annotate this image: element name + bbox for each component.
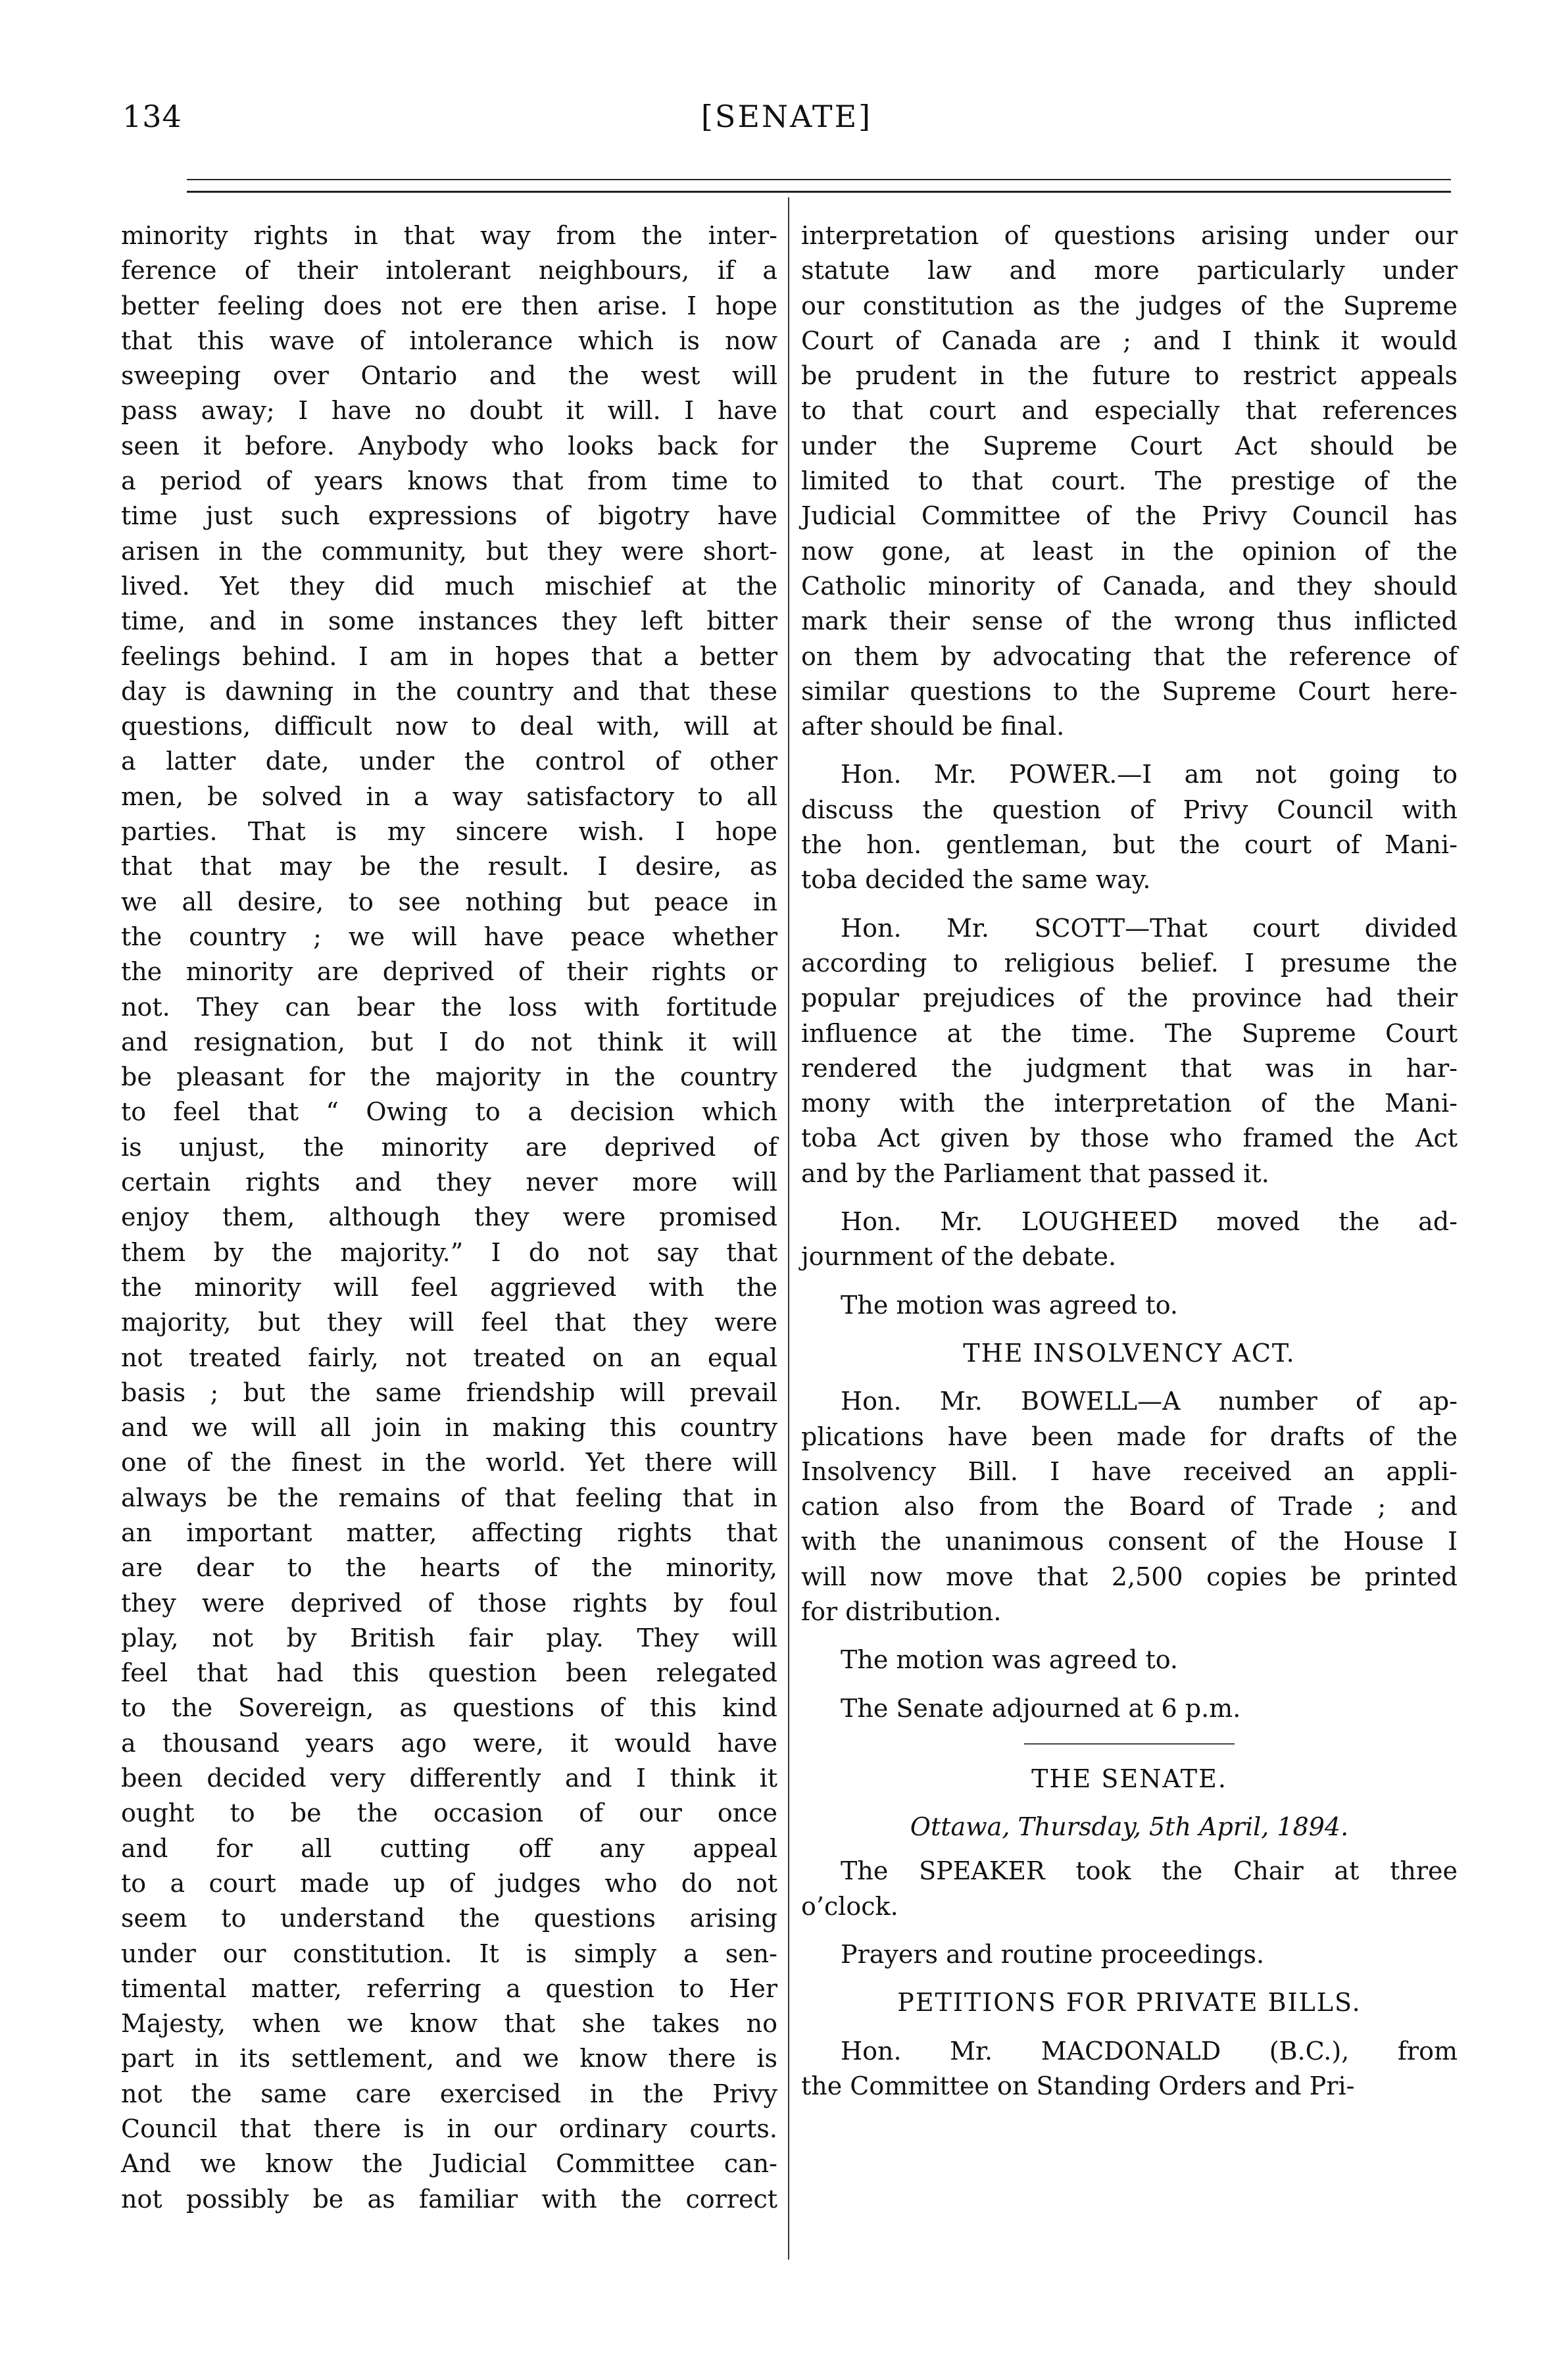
text-line: seem to understand the questions arising bbox=[121, 1904, 777, 1933]
running-head: [SENATE] bbox=[700, 99, 873, 134]
text-line: plications have been made for drafts of the bbox=[801, 1422, 1458, 1451]
text-line: that that may be the result. I desire, as bbox=[121, 852, 777, 881]
text-line: now gone, at least in the opinion of the bbox=[801, 536, 1458, 566]
text-line: discuss the question of Privy Council with bbox=[801, 795, 1458, 824]
text-line: not possibly be as familiar with the correct bbox=[121, 2184, 777, 2214]
text-line: ought to be the occasion of our once bbox=[121, 1798, 777, 1828]
text-line: an important matter, affecting rights that bbox=[121, 1518, 777, 1547]
text-line: mark their sense of the wrong thus inflicted bbox=[801, 607, 1458, 636]
header-rule-thick bbox=[187, 191, 1451, 193]
text-line: the hon. gentleman, but the court of Mani- bbox=[801, 830, 1458, 860]
text-line: day is dawning in the country and that these bbox=[121, 676, 777, 706]
text-line: are dear to the hearts of the minority, bbox=[121, 1553, 777, 1583]
text-line: according to religious belief. I presume the bbox=[801, 948, 1458, 978]
text-line: similar questions to the Supreme Court here- bbox=[801, 676, 1458, 706]
text-line: to the Sovereign, as questions of this kind bbox=[121, 1693, 777, 1723]
text-line: be pleasant for the majority in the country bbox=[121, 1062, 777, 1092]
text-line: rendered the judgment that was in har- bbox=[801, 1053, 1458, 1083]
text-line: play, not by British fair play. They will bbox=[121, 1623, 777, 1652]
paragraph-scott bbox=[801, 911, 1458, 1191]
text-line: cation also from the Board of Trade ; and bbox=[801, 1492, 1458, 1522]
text-line: that this wave of intolerance which is now bbox=[121, 326, 777, 355]
text-line: Hon. Mr. POWER.—I am not going to bbox=[841, 760, 1458, 789]
paragraph-lougheed bbox=[801, 1204, 1458, 1275]
text-line: statute law and more particularly under bbox=[801, 256, 1458, 285]
text-line: toba decided the same way. bbox=[801, 865, 1151, 895]
text-line: journment of the debate. bbox=[801, 1242, 1117, 1272]
text-line: The SPEAKER took the Chair at three bbox=[841, 1856, 1458, 1886]
motion-agreed-text-2: The motion was agreed to. bbox=[841, 1645, 1178, 1675]
text-line: a latter date, under the control of other bbox=[121, 747, 777, 776]
heading-the-senate: THE SENATE. bbox=[1031, 1764, 1227, 1793]
text-line: to a court made up of judges who do not bbox=[121, 1868, 777, 1898]
text-line: under our constitution. It is simply a sen- bbox=[121, 1939, 777, 1968]
text-line: feel that had this question been relegated bbox=[121, 1658, 777, 1688]
text-line: interpretation of questions arising under our bbox=[801, 221, 1458, 250]
text-line: mony with the interpretation of the Mani- bbox=[801, 1089, 1458, 1118]
text-line: will now move that 2,500 copies be printed bbox=[801, 1562, 1458, 1591]
text-line: arisen in the community, but they were short- bbox=[121, 536, 777, 566]
text-line: under the Supreme Court Act should be bbox=[801, 431, 1458, 460]
text-line: And we know the Judicial Committee can- bbox=[121, 2149, 777, 2179]
section-divider bbox=[1024, 1743, 1235, 1745]
text-line: limited to that court. The prestige of the bbox=[801, 466, 1458, 496]
paragraph-senate-adjourned bbox=[801, 1691, 1458, 1726]
text-line: the country ; we will have peace whether bbox=[121, 922, 777, 951]
text-line: and we will all join in making this country bbox=[121, 1413, 777, 1443]
text-line: Court of Canada are ; and I think it would bbox=[801, 326, 1458, 355]
text-line: to that court and especially that references bbox=[801, 396, 1458, 426]
text-line: for distribution. bbox=[801, 1597, 1002, 1626]
text-line: and for all cutting off any appeal bbox=[121, 1833, 777, 1863]
heading-insolvency-act: THE INSOLVENCY ACT. bbox=[963, 1338, 1296, 1368]
text-line: ference of their intolerant neighbours, if a bbox=[121, 256, 777, 285]
text-line: Catholic minority of Canada, and they should bbox=[801, 571, 1458, 601]
text-line: been decided very differently and I think it bbox=[121, 1764, 777, 1793]
paragraph-motion-agreed-2 bbox=[801, 1643, 1458, 1677]
text-line: Majesty, when we know that she takes no bbox=[121, 2009, 777, 2039]
text-line: the Committee on Standing Orders and Pri- bbox=[801, 2071, 1355, 2100]
text-line: Hon. Mr. SCOTT—That court divided bbox=[841, 913, 1458, 943]
text-line: time just such expressions of bigotry have bbox=[121, 501, 777, 531]
text-line: the minority are deprived of their rights or bbox=[121, 957, 777, 987]
paragraph-interpretation bbox=[801, 218, 1458, 744]
text-line: influence at the time. The Supreme Court bbox=[801, 1018, 1458, 1048]
text-line: certain rights and they never more will bbox=[121, 1168, 777, 1197]
prayers-text: Prayers and routine proceedings. bbox=[841, 1940, 1265, 1970]
text-line: toba Act given by those who framed the Act bbox=[801, 1124, 1458, 1153]
text-line: always be the remains of that feeling that in bbox=[121, 1483, 777, 1512]
text-line: time, and in some instances they left bitter bbox=[121, 607, 777, 636]
motion-agreed-text: The motion was agreed to. bbox=[841, 1290, 1178, 1320]
page-number: 134 bbox=[122, 99, 182, 134]
paragraph-speaker bbox=[801, 1854, 1458, 1924]
text-line: o’clock. bbox=[801, 1891, 898, 1921]
text-line: Hon. Mr. LOUGHEED moved the ad- bbox=[841, 1207, 1458, 1237]
text-line: and by the Parliament that passed it. bbox=[801, 1158, 1269, 1188]
text-line: feelings behind. I am in hopes that a better bbox=[121, 641, 777, 671]
text-line: not the same care exercised in the Privy bbox=[121, 2079, 777, 2108]
text-line: enjoy them, although they were promised bbox=[121, 1202, 777, 1232]
text-line: not. They can bear the loss with fortitude bbox=[121, 992, 777, 1022]
paragraph-bowell bbox=[801, 1384, 1458, 1629]
text-line: Hon. Mr. MACDONALD (B.C.), from bbox=[841, 2036, 1458, 2066]
text-line: Judicial Committee of the Privy Council has bbox=[801, 501, 1458, 531]
paragraph-prayers bbox=[801, 1937, 1458, 1972]
left-column bbox=[121, 218, 777, 2217]
page-header bbox=[122, 99, 1451, 145]
text-line: them by the majority.” I do not say that bbox=[121, 1237, 777, 1267]
text-line: timental matter, referring a question to Her bbox=[121, 1973, 777, 2003]
text-line: men, be solved in a way satisfactory to all bbox=[121, 781, 777, 811]
text-line: Insolvency Bill. I have received an appli- bbox=[801, 1456, 1458, 1486]
text-line: parties. That is my sincere wish. I hope bbox=[121, 817, 777, 847]
text-line: the minority will feel aggrieved with the bbox=[121, 1272, 777, 1302]
text-line: part in its settlement, and we know there is bbox=[121, 2044, 777, 2073]
text-line: after should be final. bbox=[801, 712, 1065, 741]
paragraph-motion-agreed bbox=[801, 1288, 1458, 1323]
text-line: be prudent in the future to restrict appeals bbox=[801, 361, 1458, 391]
text-line: not treated fairly, not treated on an equal bbox=[121, 1343, 777, 1372]
text-line: better feeling does not ere then arise. I hope bbox=[121, 291, 777, 320]
text-line: our constitution as the judges of the Supreme bbox=[801, 291, 1458, 320]
text-line: seen it before. Anybody who looks back for bbox=[121, 431, 777, 460]
paragraph-macdonald bbox=[801, 2034, 1458, 2104]
text-line: and resignation, but I do not think it will bbox=[121, 1027, 777, 1056]
text-line: popular prejudices of the province had their bbox=[801, 983, 1458, 1013]
text-line: Council that there is in our ordinary courts. bbox=[121, 2114, 777, 2144]
text-line: a period of years knows that from time to bbox=[121, 466, 777, 496]
header-rule-thin bbox=[187, 179, 1451, 180]
text-line: they were deprived of those rights by foul bbox=[121, 1588, 777, 1618]
senate-adjourned-text: The Senate adjourned at 6 p.m. bbox=[841, 1693, 1241, 1723]
text-line: we all desire, to see nothing but peace in bbox=[121, 887, 777, 916]
text-line: a thousand years ago were, it would have bbox=[121, 1728, 777, 1758]
text-line: minority rights in that way from the inter- bbox=[121, 221, 777, 250]
text-line: basis ; but the same friendship will prevail bbox=[121, 1377, 777, 1407]
text-line: is unjust, the minority are deprived of bbox=[121, 1132, 777, 1162]
text-line: pass away; I have no doubt it will. I have bbox=[121, 396, 777, 426]
text-line: one of the finest in the world. Yet there will bbox=[121, 1448, 777, 1477]
text-line: to feel that “ Owing to a decision which bbox=[121, 1097, 777, 1127]
text-line: with the unanimous consent of the House I bbox=[801, 1527, 1458, 1556]
text-line: lived. Yet they did much mischief at the bbox=[121, 571, 777, 601]
text-line: sweeping over Ontario and the west will bbox=[121, 361, 777, 391]
text-line: questions, difficult now to deal with, will at bbox=[121, 712, 777, 741]
heading-petitions: PETITIONS FOR PRIVATE BILLS. bbox=[897, 1988, 1362, 2018]
column-separator bbox=[788, 197, 789, 2260]
dateline: Ottawa, Thursday, 5th April, 1894. bbox=[910, 1812, 1349, 1842]
right-column bbox=[801, 218, 1458, 2117]
text-line: majority, but they will feel that they were bbox=[121, 1308, 777, 1337]
paragraph-power bbox=[801, 757, 1458, 897]
text-line: Hon. Mr. BOWELL—A number of ap- bbox=[841, 1387, 1458, 1416]
text-line: on them by advocating that the reference of bbox=[801, 641, 1458, 671]
